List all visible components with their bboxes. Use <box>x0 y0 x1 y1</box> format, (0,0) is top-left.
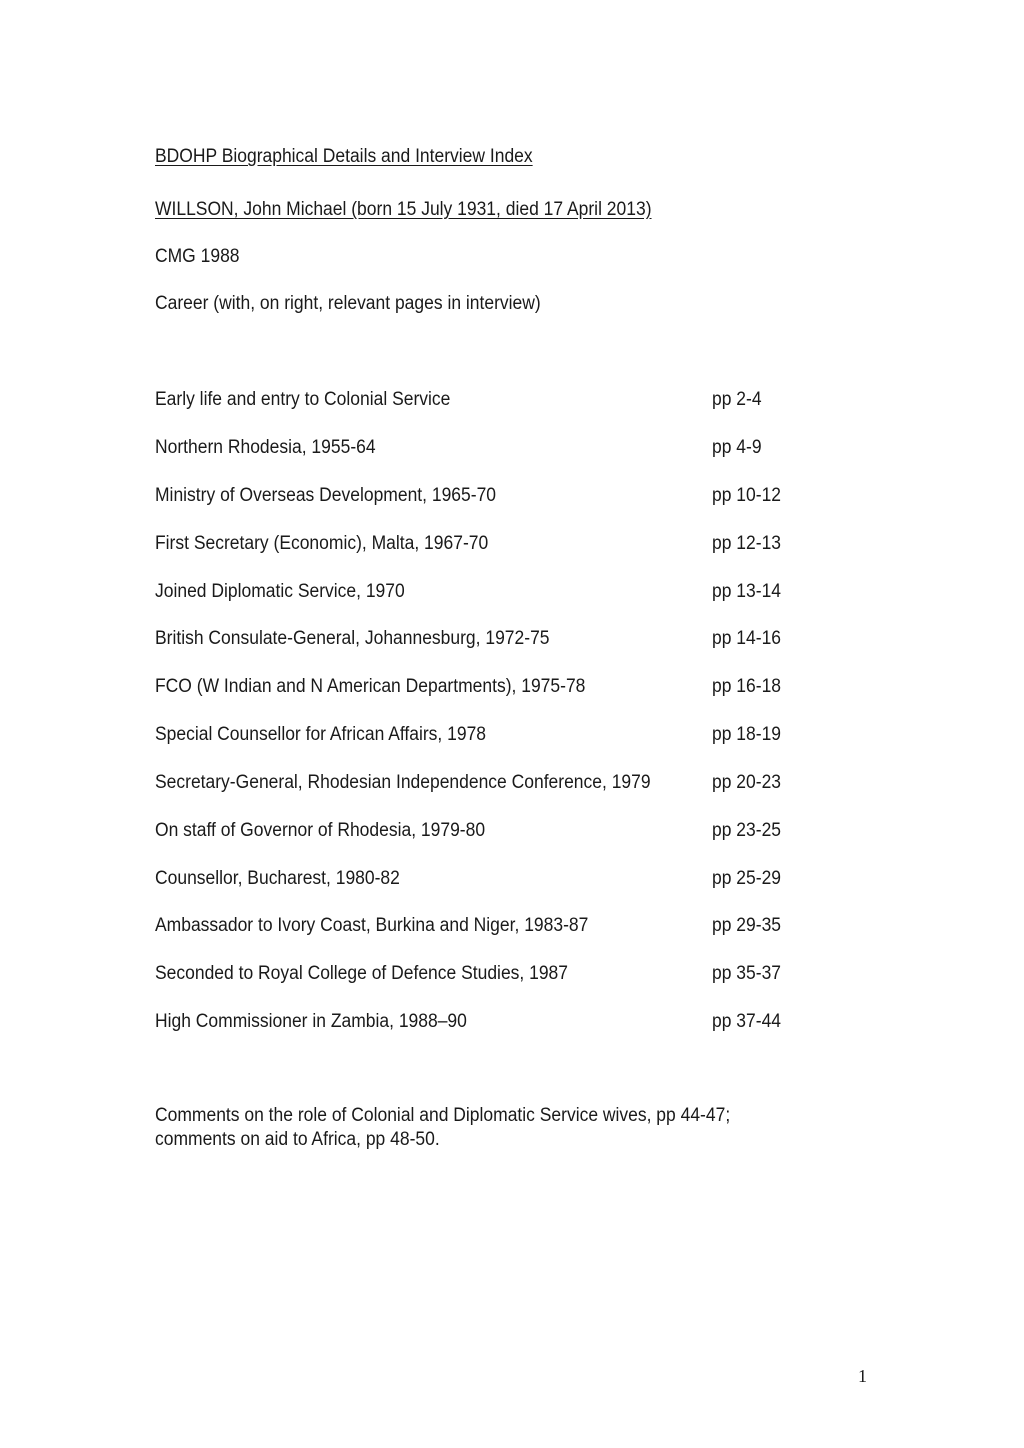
career-row <box>155 819 855 843</box>
career-row <box>155 771 855 795</box>
career-description: High Commissioner in Zambia, 1988–90 <box>155 1011 467 1032</box>
career-intro: Career (with, on right, relevant pages in interview) <box>155 293 541 314</box>
honours: CMG 1988 <box>155 246 240 267</box>
career-row <box>155 962 855 986</box>
comments-line: comments on aid to Africa, pp 48-50. <box>155 1129 440 1150</box>
career-pages: pp 37-44 <box>712 1011 782 1032</box>
career-description: Joined Diplomatic Service, 1970 <box>155 581 405 602</box>
career-row <box>155 1010 855 1034</box>
career-description: Early life and entry to Colonial Service <box>155 389 451 410</box>
career-row <box>155 867 855 891</box>
career-pages: pp 18-19 <box>712 724 782 745</box>
career-description: On staff of Governor of Rhodesia, 1979-80 <box>155 820 486 841</box>
career-pages: pp 13-14 <box>712 581 782 602</box>
career-row <box>155 484 855 508</box>
career-description: British Consulate-General, Johannesburg, 1972-75 <box>155 628 550 649</box>
career-description: Secretary-General, Rhodesian Independence Conference, 1979 <box>155 772 651 793</box>
career-description: Ministry of Overseas Development, 1965-70 <box>155 485 497 506</box>
career-pages: pp 2-4 <box>712 389 762 410</box>
career-pages: pp 4-9 <box>712 437 762 458</box>
career-pages: pp 29-35 <box>712 915 782 936</box>
career-description: FCO (W Indian and N American Departments), 1975-78 <box>155 676 586 697</box>
career-row <box>155 532 855 556</box>
career-description: Special Counsellor for African Affairs, 1978 <box>155 724 487 745</box>
comments-line: Comments on the role of Colonial and Diplomatic Service wives, pp 44-47; <box>155 1105 731 1126</box>
subject-name: WILLSON, John Michael (born 15 July 1931, died 17 April 2013) <box>155 199 652 220</box>
career-pages: pp 14-16 <box>712 628 782 649</box>
career-pages: pp 25-29 <box>712 868 782 889</box>
career-description: Ambassador to Ivory Coast, Burkina and Niger, 1983-87 <box>155 915 589 936</box>
career-row <box>155 914 855 938</box>
career-pages: pp 16-18 <box>712 676 782 697</box>
career-description: Seconded to Royal College of Defence Studies, 1987 <box>155 963 569 984</box>
career-row <box>155 723 855 747</box>
comments-paragraph <box>155 1104 799 1152</box>
career-row <box>155 580 855 604</box>
career-pages: pp 20-23 <box>712 772 782 793</box>
document-title: BDOHP Biographical Details and Interview Index <box>155 146 533 167</box>
career-description: Counsellor, Bucharest, 1980-82 <box>155 868 400 889</box>
page-number: 1 <box>858 1366 867 1386</box>
career-pages: pp 35-37 <box>712 963 782 984</box>
career-row <box>155 675 855 699</box>
career-row <box>155 627 855 651</box>
career-row <box>155 436 855 460</box>
career-description: Northern Rhodesia, 1955-64 <box>155 437 376 458</box>
career-pages: pp 12-13 <box>712 533 782 554</box>
career-description: First Secretary (Economic), Malta, 1967-70 <box>155 533 489 554</box>
career-pages: pp 23-25 <box>712 820 782 841</box>
career-row <box>155 388 855 412</box>
career-pages: pp 10-12 <box>712 485 782 506</box>
